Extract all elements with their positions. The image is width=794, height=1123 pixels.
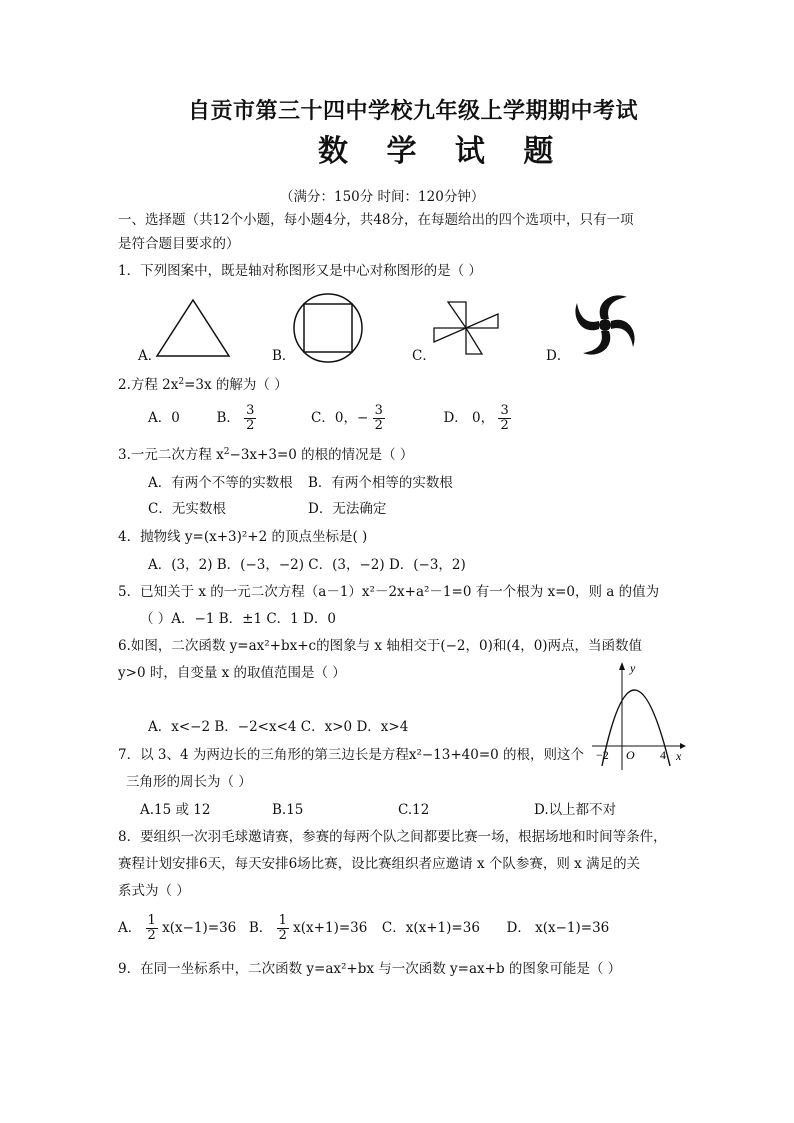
- q7-line2: 三角形的周长为（ ）: [126, 774, 252, 790]
- x-axis-label: x: [676, 749, 682, 763]
- y-axis-arrow: [619, 662, 625, 670]
- root-left-label: −2: [596, 748, 609, 762]
- q1-option-a: A．: [138, 348, 162, 364]
- q2-option-a: A．0: [148, 410, 180, 426]
- q6-line2: y>0 时，自变量 x 的取值范围是（ ）: [118, 665, 346, 681]
- pinwheel-icon: [432, 300, 500, 356]
- q8-option-d: D． x(x−1)=36: [506, 920, 610, 936]
- q3-option-d: D．无法确定: [308, 501, 387, 517]
- origin-label: O: [626, 748, 635, 762]
- q8-option-c: C．x(x+1)=36: [381, 920, 480, 936]
- q4-options: A．(3，2) B．(−3，−2) C．(3，−2) D．(−3，2): [148, 557, 466, 573]
- q5-line1: 5．已知关于 x 的一元二次方程（a－1）x²－2x+a²－1=0 有一个根为 x=0，则 a 的值为: [118, 584, 660, 600]
- q8-line3: 系式为（ ）: [118, 883, 190, 899]
- q2-stem: 2.方程 $2x^2=3x$ 的解为（ ）: [118, 377, 288, 393]
- q7-option-a: A.15 或 12: [140, 802, 211, 818]
- q4-stem: 4．抛物线 y=(x+3)²+2 的顶点坐标是( ): [118, 529, 368, 545]
- section-heading-line1: 一、选择题（共12个小题，每小题4分，共48分，在每题给出的四个选项中，只有一项: [118, 212, 634, 228]
- exam-title: 自贡市第三十四中学校九年级上学期期中考试: [188, 98, 639, 124]
- q9-stem: 9．在同一坐标系中，二次函数 y=ax²+bx 与一次函数 y=ax+b 的图象可能是（ ）: [118, 961, 622, 977]
- q7-option-c: C.12: [398, 802, 430, 818]
- q6-line1: 6.如图，二次函数 y=ax²+bx+c的图象与 x 轴相交于(−2，0)和(4，0)两点，当函数值: [118, 638, 643, 654]
- q1-option-d: D．: [546, 348, 571, 364]
- q5-line2: （ ）A．−1 B．±1 C．1 D．0: [140, 611, 336, 627]
- q3-stem: 3.一元二次方程 $x^2-3x+3=0$ 的根的情况是（ ）: [118, 447, 414, 463]
- q7-option-d: D.以上都不对: [534, 802, 617, 818]
- q2-option-b: B．: [216, 410, 240, 426]
- q1-option-b: B．: [272, 348, 296, 364]
- q3-option-a: A．有两个不等的实数根: [148, 475, 293, 491]
- root-right-label: 4: [660, 748, 666, 762]
- exam-info: （满分：150分 时间：120分钟）: [280, 189, 485, 205]
- q3-option-b: B．有两个相等的实数根: [308, 475, 453, 491]
- triangle-icon: [155, 298, 231, 358]
- q8-option-b: B．: [248, 920, 273, 936]
- q8-line1: 8．要组织一次羽毛球邀请赛，参赛的每两个队之间都要比赛一场，根据场地和时间等条件，: [118, 829, 667, 845]
- subject-title: 数 学 试 题: [318, 134, 568, 169]
- q8-line2: 赛程计划安排6天，每天安排6场比赛，设比赛组织者应邀请 x 个队参赛，则 x 满足的关: [118, 856, 641, 872]
- q1-option-c: C．: [412, 348, 436, 364]
- q2-option-c: C．0，−: [311, 410, 369, 426]
- q8-option-a: A．: [118, 920, 142, 936]
- q1-stem: 1．下列图案中，既是轴对称图形又是中心对称图形的是（ ）: [118, 263, 482, 279]
- y-axis-label: y: [630, 661, 636, 675]
- q7-line1: 7．以 3、4 为两边长的三角形的第三边长是方程x²−13+40=0 的根，则这个: [118, 747, 585, 763]
- q8-option-row: A． $\frac{1}{2}$ x(x−1)=36 B． $\frac{1}{2}$ x(x+1)=36 C．x(x+1)=36 D． x(x−1)=36: [118, 913, 610, 943]
- q2-option-d: D． 0，: [443, 410, 495, 426]
- q3-option-c: C．无实数根: [148, 501, 226, 517]
- swirl-icon: [570, 290, 640, 360]
- q6-options: A．x<−2 B．−2<x<4 C．x>0 D．x>4: [148, 719, 409, 735]
- q2-option-row: A．0 B． $\frac{3}{2}$ C．0，− $\frac{3}{2}$ D． 0， $\frac{3}{2}$: [148, 403, 509, 433]
- q7-option-b: B.15: [272, 802, 304, 818]
- section-heading-line2: 是符合题目要求的）: [118, 236, 240, 252]
- q6-parabola-graph: [592, 662, 692, 772]
- circle-square-icon: [292, 292, 364, 364]
